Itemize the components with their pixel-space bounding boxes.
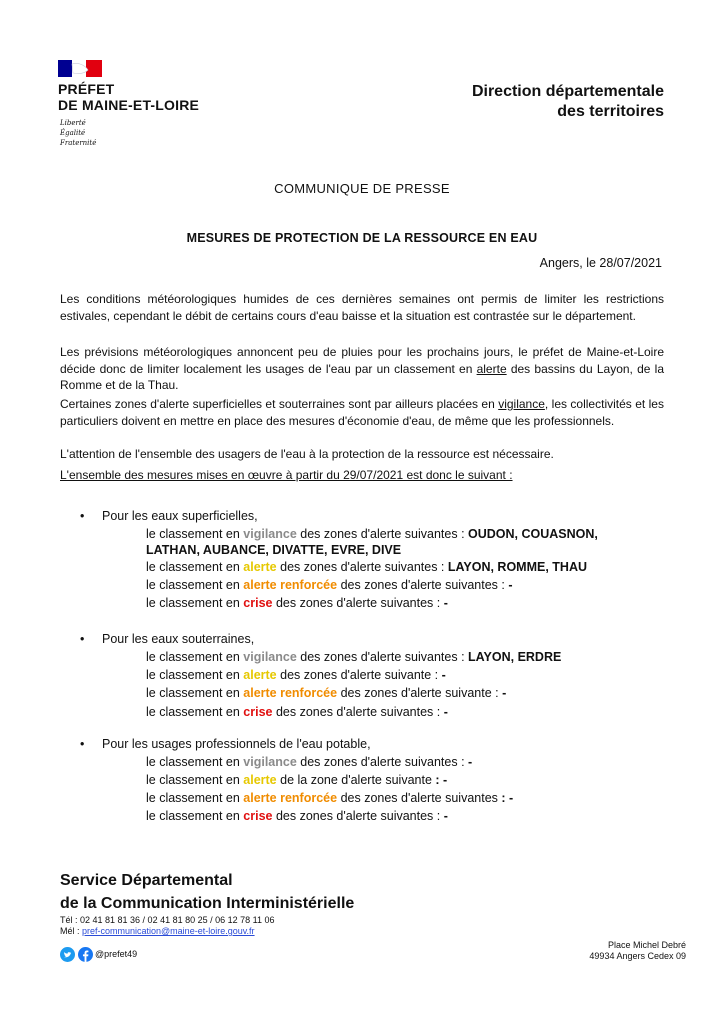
list-item-continued: LATHAN, AUBANCE, DIVATTE, EVRE, DIVE	[146, 543, 402, 557]
item-value: -	[443, 705, 448, 719]
social-handle[interactable]: @prefet49	[95, 949, 138, 959]
bullet-icon: •	[80, 632, 85, 646]
twitter-icon[interactable]	[60, 947, 75, 962]
list-item	[146, 704, 666, 721]
item-value: -	[468, 755, 473, 769]
list-item	[146, 595, 666, 612]
paragraph-attention: L'attention de l'ensemble des usagers de l'eau à la protection de la ressource est nécessaire.	[60, 447, 554, 461]
social-icons	[60, 946, 93, 962]
item-value: : -	[435, 773, 448, 787]
item-suffix: des zones d'alerte suivantes :	[272, 705, 444, 719]
item-prefix: le classement en	[146, 668, 244, 682]
item-value: -	[443, 596, 448, 610]
facebook-icon[interactable]	[78, 947, 93, 962]
bullet-icon: •	[80, 509, 85, 523]
level-vigilance: vigilance	[243, 527, 297, 541]
prefet-title-line2: DE MAINE-ET-LOIRE	[58, 97, 200, 113]
direction-line1: Direction départementale	[471, 83, 664, 100]
address-line2: 49934 Angers Cedex 09	[589, 951, 686, 961]
item-prefix: le classement en	[146, 686, 244, 700]
paragraph-text: Les prévisions météorologiques annoncent peu de pluies pour les prochains jours, le préfet de Maine-et-Loire décide donc de limiter localement les usages de l'eau par un classement en	[60, 345, 664, 376]
email-label: Mél :	[60, 926, 83, 936]
item-suffix: des zones d'alerte suivante :	[276, 668, 442, 682]
item-suffix: des zones d'alerte suivantes :	[296, 755, 469, 769]
paragraph-mesures-intro: L'ensemble des mesures mises en œuvre à partir du 29/07/2021 est donc le suivant :	[60, 468, 513, 482]
section-usages-professionnels	[80, 737, 371, 751]
bullet-icon: •	[80, 737, 85, 751]
item-suffix: des zones d'alerte suivantes	[337, 791, 502, 805]
item-value: -	[502, 686, 507, 700]
vigilance-link[interactable]: vigilance	[498, 397, 545, 411]
item-prefix: le classement en	[146, 527, 244, 541]
marianne-logo	[58, 60, 102, 77]
paragraph-text: , les collectivités et les particuliers doivent en mettre en place des mesures d'économie d'eau, de même que les professionnels.	[60, 397, 664, 428]
item-suffix: des zones d'alerte suivantes :	[296, 650, 469, 664]
list-item	[146, 808, 666, 825]
section-title: Pour les eaux superficielles,	[102, 509, 258, 523]
email-line	[60, 926, 255, 937]
item-prefix: le classement en	[146, 578, 244, 592]
section-title: Pour les usages professionnels de l'eau potable,	[102, 737, 371, 751]
phone-numbers: Tél : 02 41 81 81 36 / 02 41 81 80 25 / 06 12 78 11 06	[60, 915, 275, 925]
document-title: MESURES DE PROTECTION DE LA RESSOURCE EN EAU	[186, 231, 538, 245]
level-crise: crise	[243, 596, 273, 610]
level-crise: crise	[243, 809, 273, 823]
item-suffix: des zones d'alerte suivantes :	[272, 809, 444, 823]
service-title-line2: de la Communication Interministérielle	[60, 895, 355, 912]
section-eaux-superficielles	[80, 509, 258, 523]
paragraph-zones	[60, 396, 664, 429]
direction-line2: des territoires	[557, 103, 664, 120]
level-alerte-renforcee: alerte renforcée	[243, 791, 338, 805]
republic-motto	[60, 118, 96, 148]
list-item	[146, 685, 666, 702]
list-item	[146, 526, 666, 543]
paragraph-conditions: Les conditions météorologiques humides de ces dernières semaines ont permis de limiter les restrictions estivales, cependant le débit de certains cours d'eau baisse et la situation est contrastée sur le département.	[60, 292, 664, 323]
email-link[interactable]: pref-communication@maine-et-loire.gouv.fr	[82, 926, 255, 936]
level-crise: crise	[243, 705, 273, 719]
item-prefix: le classement en	[146, 755, 244, 769]
section-title: Pour les eaux souterraines,	[102, 632, 255, 646]
item-prefix: le classement en	[146, 773, 244, 787]
item-suffix: de la zone d'alerte suivante	[276, 773, 436, 787]
document-type: COMMUNIQUE DE PRESSE	[274, 181, 450, 196]
level-vigilance: vigilance	[243, 650, 297, 664]
motto-liberte: Liberté	[60, 119, 86, 127]
item-prefix: le classement en	[146, 809, 244, 823]
level-alerte: alerte	[243, 773, 277, 787]
paragraph-text: Certaines zones d'alerte superficielles et souterraines sont par ailleurs placées en	[60, 397, 499, 411]
list-item	[146, 754, 666, 771]
alerte-link[interactable]: alerte	[476, 361, 507, 376]
item-value: -	[441, 668, 446, 682]
item-value: LAYON, ERDRE	[468, 650, 562, 664]
section-eaux-souterraines	[80, 632, 254, 646]
list-item	[146, 577, 666, 594]
item-prefix: le classement en	[146, 560, 244, 574]
motto-egalite: Égalité	[60, 129, 86, 137]
item-suffix: des zones d'alerte suivantes :	[276, 560, 448, 574]
item-prefix: le classement en	[146, 596, 244, 610]
service-title-line1: Service Départemental	[60, 872, 233, 889]
list-item	[146, 772, 666, 789]
level-alerte: alerte	[243, 560, 277, 574]
list-item	[146, 649, 666, 666]
item-prefix: le classement en	[146, 650, 244, 664]
direction-title	[364, 82, 664, 122]
item-suffix: des zones d'alerte suivante :	[337, 686, 503, 700]
item-value: -	[443, 809, 448, 823]
level-alerte-renforcee: alerte renforcée	[243, 578, 338, 592]
list-item	[146, 559, 666, 576]
level-alerte-renforcee: alerte renforcée	[243, 686, 338, 700]
address-line1: Place Michel Debré	[607, 940, 686, 950]
item-prefix: le classement en	[146, 705, 244, 719]
item-value: : -	[501, 791, 514, 805]
paragraph-text: des bassins du Layon, de la Romme et de la Thau.	[60, 361, 664, 392]
item-suffix: des zones d'alerte suivantes :	[296, 527, 469, 541]
item-value: LAYON, ROMME, THAU	[447, 560, 587, 574]
item-prefix: le classement en	[146, 791, 244, 805]
document-date: Angers, le 28/07/2021	[539, 256, 662, 270]
list-item	[146, 667, 666, 684]
list-item	[146, 790, 666, 807]
prefet-title-line1: PRÉFET	[58, 81, 115, 97]
paragraph-previsions	[60, 344, 664, 394]
item-suffix: des zones d'alerte suivantes :	[337, 578, 509, 592]
level-vigilance: vigilance	[243, 755, 297, 769]
item-value: OUDON, COUASNON,	[468, 527, 598, 541]
item-value: -	[508, 578, 513, 592]
level-alerte: alerte	[243, 668, 277, 682]
motto-fraternite: Fraternité	[60, 139, 97, 147]
item-suffix: des zones d'alerte suivantes :	[272, 596, 444, 610]
